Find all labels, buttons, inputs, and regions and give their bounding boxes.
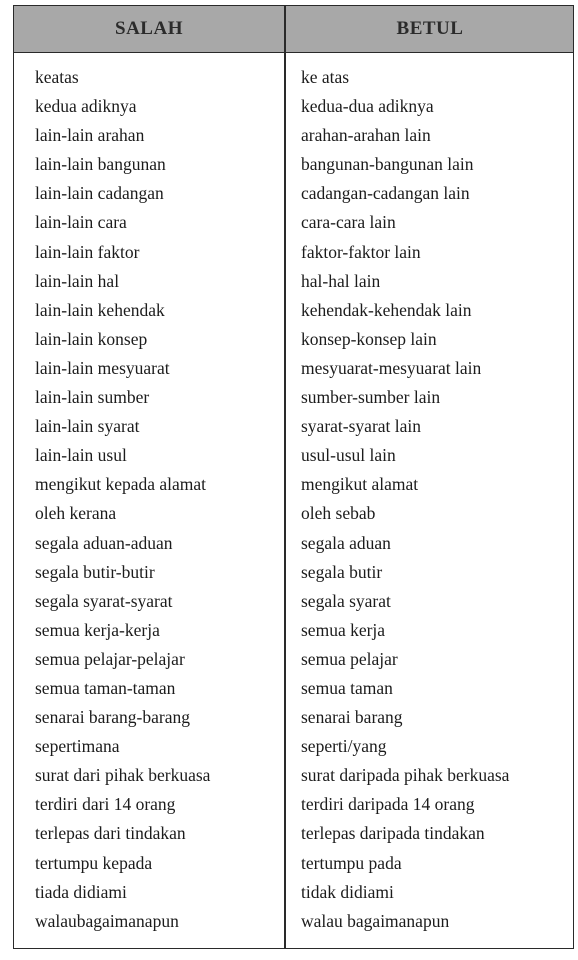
betul-entry: sumber-sumber lain bbox=[301, 387, 441, 408]
column-divider bbox=[284, 6, 286, 948]
salah-entry: semua taman-taman bbox=[35, 677, 176, 698]
salah-entry: walaubagaimanapun bbox=[35, 910, 179, 931]
salah-entry: segala butir-butir bbox=[35, 561, 155, 582]
betul-entry: kehendak-kehendak lain bbox=[301, 299, 472, 320]
betul-entry: terdiri daripada 14 orang bbox=[301, 794, 475, 815]
salah-entry: lain-lain arahan bbox=[35, 125, 145, 146]
betul-entry: bangunan-bangunan lain bbox=[301, 154, 474, 175]
salah-entry: lain-lain sumber bbox=[35, 387, 150, 408]
salah-entry: lain-lain usul bbox=[35, 445, 127, 466]
betul-entry: usul-usul lain bbox=[301, 445, 396, 466]
betul-entry: ke atas bbox=[301, 67, 350, 87]
betul-entry: segala aduan bbox=[301, 532, 391, 553]
header-salah: SALAH bbox=[115, 18, 183, 39]
salah-entry: tiada didiami bbox=[35, 881, 127, 902]
salah-entry: oleh kerana bbox=[35, 503, 117, 524]
salah-entry: lain-lain konsep bbox=[35, 328, 148, 349]
salah-entry: segala syarat-syarat bbox=[35, 590, 173, 611]
betul-entry: tidak didiami bbox=[301, 881, 394, 902]
header-betul: BETUL bbox=[396, 18, 464, 39]
salah-entry: tertumpu kepada bbox=[35, 852, 153, 873]
betul-entry: semua kerja bbox=[301, 619, 386, 640]
salah-entry: surat dari pihak berkuasa bbox=[35, 765, 211, 786]
salah-entry: lain-lain kehendak bbox=[35, 299, 165, 320]
betul-entry: oleh sebab bbox=[301, 503, 376, 524]
salah-column bbox=[35, 63, 280, 936]
betul-entry: syarat-syarat lain bbox=[301, 416, 422, 437]
betul-entry: terlepas daripada tindakan bbox=[301, 823, 485, 844]
betul-entry: cadangan-cadangan lain bbox=[301, 183, 470, 204]
salah-entry: segala aduan-aduan bbox=[35, 532, 173, 553]
betul-entry: segala butir bbox=[301, 561, 383, 582]
betul-entry: kedua-dua adiknya bbox=[301, 96, 434, 117]
salah-entry: lain-lain hal bbox=[35, 270, 120, 291]
betul-entry: surat daripada pihak berkuasa bbox=[301, 765, 510, 786]
salah-entry: senarai barang-barang bbox=[35, 707, 190, 728]
salah-entry: lain-lain syarat bbox=[35, 416, 140, 437]
salah-entry: keatas bbox=[35, 67, 79, 87]
betul-entry: senarai barang bbox=[301, 707, 403, 728]
salah-entry: lain-lain cadangan bbox=[35, 183, 164, 204]
table-header-row bbox=[14, 6, 573, 53]
salah-entry: lain-lain cara bbox=[35, 212, 127, 233]
betul-entry: cara-cara lain bbox=[301, 212, 396, 233]
betul-entry: segala syarat bbox=[301, 590, 391, 611]
salah-entry: kedua adiknya bbox=[35, 96, 137, 117]
salah-entry: terlepas dari tindakan bbox=[35, 823, 186, 844]
betul-entry: semua pelajar bbox=[301, 648, 398, 669]
betul-entry: semua taman bbox=[301, 677, 393, 698]
betul-entry: faktor-faktor lain bbox=[301, 241, 421, 262]
betul-entry: konsep-konsep lain bbox=[301, 328, 437, 349]
betul-entry: hal-hal lain bbox=[301, 270, 381, 291]
salah-entry: semua pelajar-pelajar bbox=[35, 648, 185, 669]
salah-entry: terdiri dari 14 orang bbox=[35, 794, 176, 815]
betul-entry: walau bagaimanapun bbox=[301, 910, 450, 931]
betul-entry: tertumpu pada bbox=[301, 852, 402, 873]
correction-table bbox=[13, 5, 574, 949]
salah-entry: sepertimana bbox=[35, 736, 120, 757]
salah-entry: lain-lain bangunan bbox=[35, 154, 166, 175]
salah-entry: lain-lain mesyuarat bbox=[35, 357, 170, 378]
salah-entry: lain-lain faktor bbox=[35, 241, 140, 262]
salah-entry: mengikut kepada alamat bbox=[35, 474, 207, 495]
salah-entry: semua kerja-kerja bbox=[35, 619, 160, 640]
betul-entry: arahan-arahan lain bbox=[301, 125, 431, 146]
betul-column bbox=[301, 63, 571, 936]
betul-entry: mengikut alamat bbox=[301, 474, 419, 495]
betul-entry: mesyuarat-mesyuarat lain bbox=[301, 357, 482, 378]
betul-entry: seperti/yang bbox=[301, 736, 387, 757]
